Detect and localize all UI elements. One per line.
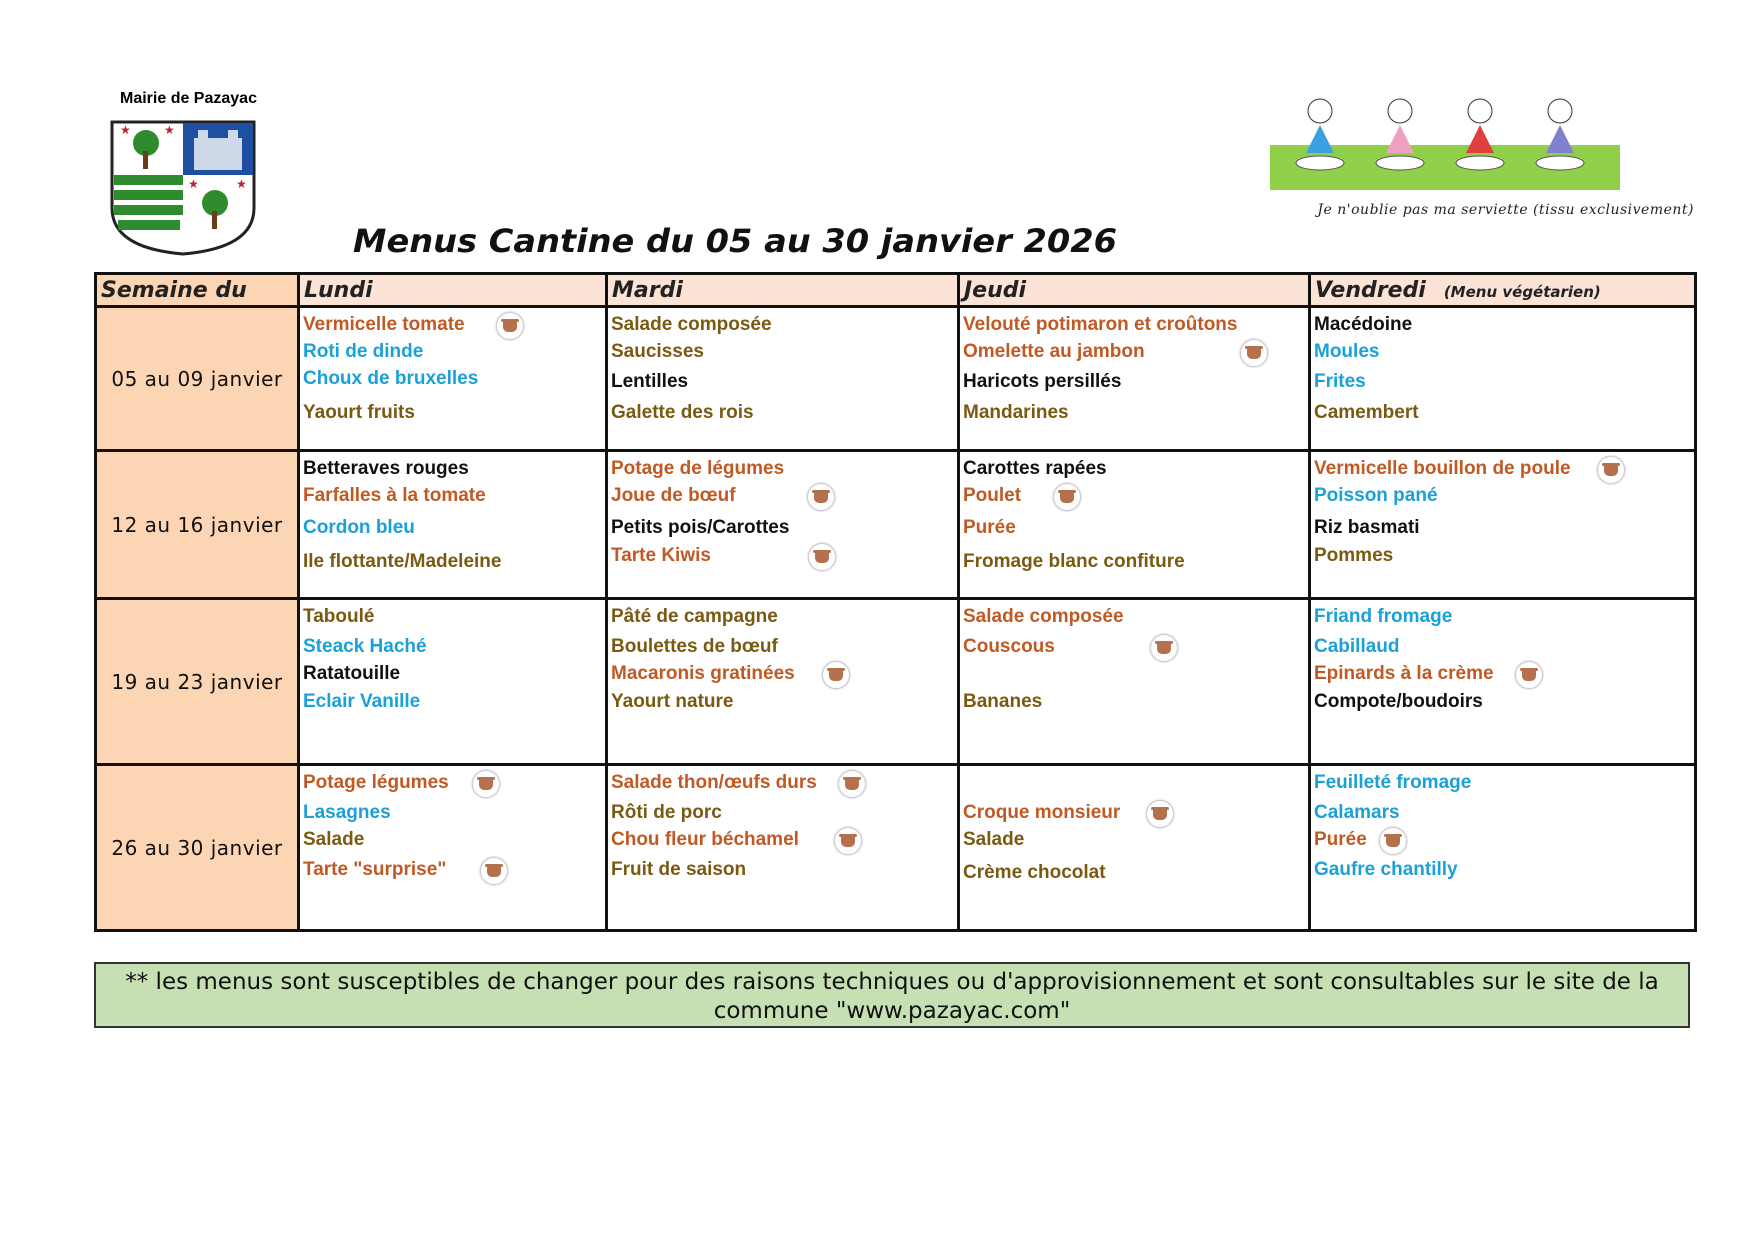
svg-text:★: ★ [188, 177, 199, 191]
menu-item: Haricots persillés [963, 371, 1122, 392]
fait-maison-icon [472, 770, 500, 798]
header-vendredi-note: (Menu végétarien) [1443, 282, 1601, 301]
menu-cell [607, 307, 959, 451]
fait-maison-icon [834, 827, 862, 855]
serviette-note: Je n'oublie pas ma serviette (tissu exclusivement) [1317, 202, 1694, 218]
week-row [96, 451, 1696, 599]
notice-line-1: ** les menus sont susceptibles de changer pour des raisons techniques ou d'approvisionnement et sont consultables sur le site de la [125, 969, 1659, 995]
menu-item: Ratatouille [303, 663, 401, 684]
header-jeudi: Jeudi [959, 274, 1310, 307]
menu-item: Roti de dinde [303, 341, 424, 362]
menu-item: Purée [963, 517, 1016, 538]
menu-item: Moules [1314, 341, 1380, 362]
mairie-label: Mairie de Pazayac [120, 90, 257, 107]
menu-item: Compote/boudoirs [1314, 691, 1483, 712]
menu-item: Chou fleur béchamel [611, 829, 799, 850]
menu-item: Joue de bœuf [611, 485, 736, 506]
menu-cell [299, 451, 607, 599]
menu-item: Choux de bruxelles [303, 368, 479, 389]
fait-maison-icon [1597, 456, 1625, 484]
fait-maison-icon [1515, 661, 1543, 689]
notice-box [94, 962, 1690, 1028]
menu-item: Poulet [963, 485, 1022, 506]
menu-cell [299, 599, 607, 765]
menu-item: Boulettes de bœuf [611, 636, 778, 657]
menu-item: Lentilles [611, 371, 689, 392]
fait-maison-icon [1240, 339, 1268, 367]
menu-item: Vermicelle tomate [303, 314, 465, 335]
fait-maison-icon [807, 483, 835, 511]
menu-item: Petits pois/Carottes [611, 517, 790, 538]
menu-item: Friand fromage [1314, 606, 1453, 627]
week-row [96, 599, 1696, 765]
menu-item: Fromage blanc confiture [963, 551, 1185, 572]
menu-cell [959, 451, 1310, 599]
menu-item: Cabillaud [1314, 636, 1400, 657]
fait-maison-icon [822, 661, 850, 689]
menu-item: Cordon bleu [303, 517, 415, 538]
menu-item: Epinards à la crème [1314, 663, 1494, 684]
menu-item: Vermicelle bouillon de poule [1314, 458, 1571, 479]
menu-item: Carottes rapées [963, 458, 1107, 479]
menu-item: Taboulé [303, 606, 375, 627]
menu-item: Omelette au jambon [963, 341, 1145, 362]
menu-item: Camembert [1314, 402, 1419, 423]
menu-item: Salade composée [611, 314, 772, 335]
fait-maison-icon [1146, 800, 1174, 828]
menu-item: Salade [303, 829, 365, 850]
menu-cell [1310, 599, 1696, 765]
menu-cell [299, 307, 607, 451]
menu-item: Potage légumes [303, 772, 449, 793]
menu-item: Potage de légumes [611, 458, 785, 479]
menu-item: Mandarines [963, 402, 1069, 423]
menu-item: Eclair Vanille [303, 691, 421, 712]
fait-maison-icon [1150, 634, 1178, 662]
week-label: 12 au 16 janvier [96, 451, 299, 599]
menu-cell [1310, 765, 1696, 931]
header-mardi: Mardi [607, 274, 959, 307]
menu-item: Fruit de saison [611, 859, 747, 880]
menu-item: Tarte "surprise" [303, 859, 447, 880]
header-row [96, 274, 1696, 307]
menu-item: Rôti de porc [611, 802, 722, 823]
menu-table [94, 272, 1697, 932]
menu-item: Salade composée [963, 606, 1124, 627]
fait-maison-icon [496, 312, 524, 340]
header-vendredi-label: Vendredi [1315, 277, 1426, 303]
fait-maison-icon [838, 770, 866, 798]
menu-item: Saucisses [611, 341, 704, 362]
menu-item: Salade [963, 829, 1025, 850]
fait-maison-icon [808, 543, 836, 571]
menu-cell [299, 765, 607, 931]
menu-item: Purée [1314, 829, 1367, 850]
header-lundi: Lundi [299, 274, 607, 307]
menu-item: Pommes [1314, 545, 1394, 566]
menu-item: Calamars [1314, 802, 1400, 823]
menu-item: Galette des rois [611, 402, 754, 423]
menu-item: Couscous [963, 636, 1055, 657]
week-label: 05 au 09 janvier [96, 307, 299, 451]
week-label: 26 au 30 janvier [96, 765, 299, 931]
week-row [96, 307, 1696, 451]
menu-item: Macaronis gratinées [611, 663, 795, 684]
menu-cell [1310, 307, 1696, 451]
menu-item: Riz basmati [1314, 517, 1420, 538]
menu-item: Steack Haché [303, 636, 427, 657]
week-label: 19 au 23 janvier [96, 599, 299, 765]
menu-cell [607, 599, 959, 765]
menu-item: Croque monsieur [963, 802, 1121, 823]
menu-item: Frites [1314, 371, 1366, 392]
fait-maison-icon [1379, 827, 1407, 855]
menu-item: Velouté potimaron et croûtons [963, 314, 1238, 335]
menu-cell [607, 765, 959, 931]
fait-maison-icon [480, 857, 508, 885]
menu-item: Ile flottante/Madeleine [303, 551, 502, 572]
fait-maison-icon [1053, 483, 1081, 511]
menu-item: Feuilleté fromage [1314, 772, 1472, 793]
svg-text:★: ★ [164, 123, 175, 137]
menu-item: Yaourt nature [611, 691, 734, 712]
menu-cell [607, 451, 959, 599]
header-week: Semaine du [96, 274, 299, 307]
menu-cell [959, 765, 1310, 931]
children-at-table-illustration [1270, 95, 1620, 190]
menu-cell [959, 599, 1310, 765]
menu-item: Lasagnes [303, 802, 391, 823]
menu-item: Poisson pané [1314, 485, 1438, 506]
menu-cell [1310, 451, 1696, 599]
svg-text:★: ★ [120, 123, 131, 137]
menu-item: Farfalles à la tomate [303, 485, 486, 506]
week-row [96, 765, 1696, 931]
menu-item: Crème chocolat [963, 862, 1106, 883]
header-vendredi [1310, 274, 1696, 307]
menu-item: Macédoine [1314, 314, 1413, 335]
menu-item: Salade thon/œufs durs [611, 772, 817, 793]
menu-item: Gaufre chantilly [1314, 859, 1458, 880]
menu-item: Bananes [963, 691, 1043, 712]
svg-text:★: ★ [236, 177, 247, 191]
menu-cell [959, 307, 1310, 451]
menu-item: Betteraves rouges [303, 458, 469, 479]
page-title: Menus Cantine du 05 au 30 janvier 2026 [353, 222, 1117, 260]
notice-line-2: commune "www.pazayac.com" [713, 998, 1071, 1024]
menu-item: Yaourt fruits [303, 402, 415, 423]
menu-item: Tarte Kiwis [611, 545, 711, 566]
menu-item: Pâté de campagne [611, 606, 778, 627]
